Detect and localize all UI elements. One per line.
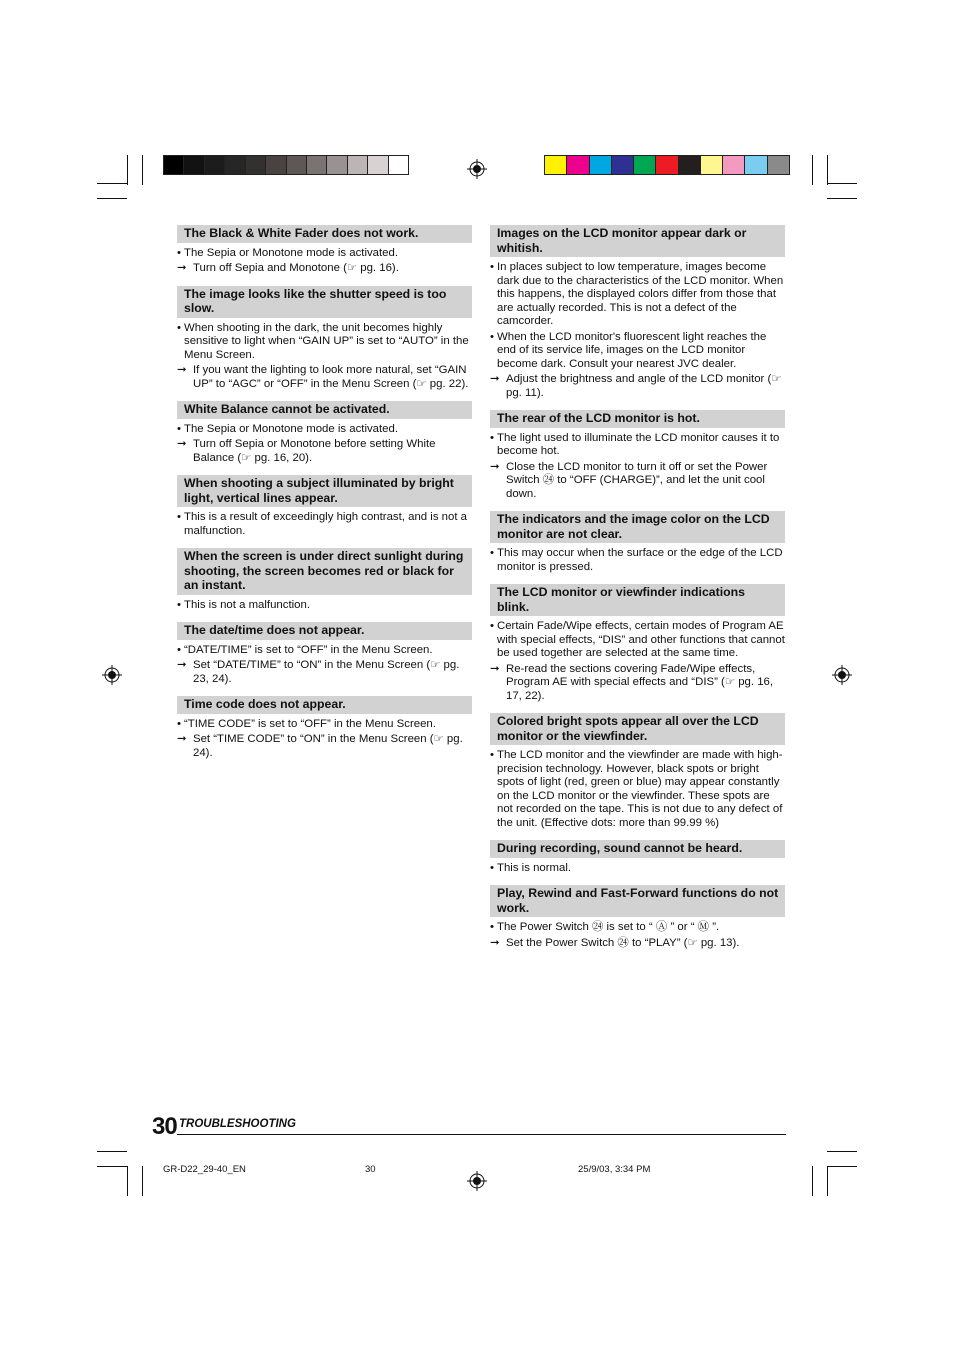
bullet-icon: • <box>490 861 494 874</box>
arrow-icon: ➞ <box>177 659 187 671</box>
section-title: TROUBLESHOOTING <box>179 1118 296 1130</box>
solution-line <box>490 663 785 704</box>
crop-mark <box>827 198 857 199</box>
cause-line <box>177 644 472 658</box>
calibration-swatch <box>164 156 184 174</box>
calibration-swatch <box>634 156 656 174</box>
bullet-icon: • <box>490 330 494 343</box>
bullet-icon: • <box>177 321 181 334</box>
problem-heading: When the screen is under direct sunlight during shooting, the screen becomes red or black for an instant. <box>177 548 472 595</box>
print-date: 25/9/03, 3:34 PM <box>578 1164 651 1175</box>
bullet-icon: • <box>177 246 181 259</box>
bullet-icon: • <box>490 261 494 273</box>
print-file-name: GR-D22_29-40_EN <box>163 1164 246 1175</box>
troubleshooting-item <box>490 584 785 703</box>
cause-line <box>490 432 785 459</box>
troubleshooting-item <box>490 225 785 400</box>
registration-mark-icon <box>467 159 487 179</box>
registration-mark-icon <box>832 665 852 685</box>
troubleshooting-item <box>490 885 785 950</box>
line-text: Set the Power Switch ㉔ to “PLAY” (☞ pg. 13). <box>506 936 740 949</box>
problem-heading: The Black & White Fader does not work. <box>177 225 472 243</box>
line-text: The LCD monitor and the viewfinder are made with high-precision technology. However, black spots or bright spots of light (red, green or blue) may appear constantly on the LCD monitor or the viewfinder. These spots are not recorded on the tape. This is not due to any defect of the unit. (Effective dots: more than 99.99 %) <box>497 749 783 829</box>
left-column <box>177 225 472 770</box>
crop-mark <box>97 1151 127 1152</box>
bullet-icon: • <box>490 547 494 559</box>
arrow-icon: ➞ <box>490 936 500 949</box>
calibration-swatch <box>612 156 634 174</box>
arrow-icon: ➞ <box>490 662 500 675</box>
cause-line <box>490 547 785 574</box>
line-text: When the LCD monitor's fluorescent light reaches the end of its service life, images on the LCD monitor become dark. Consult your nearest JVC dealer. <box>497 330 767 370</box>
crop-mark <box>142 155 143 185</box>
footer-rule <box>177 1134 786 1135</box>
solution-line <box>490 461 785 502</box>
line-text: This is a result of exceedingly high contrast, and is not a malfunction. <box>184 511 468 537</box>
line-text: “DATE/TIME” is set to “OFF” in the Menu Screen. <box>184 643 433 656</box>
cause-line <box>177 247 472 261</box>
crop-mark <box>812 1166 813 1196</box>
crop-mark <box>827 1166 857 1167</box>
line-text: Certain Fade/Wipe effects, certain modes of Program AE with special effects, “DIS” and other functions that cannot be used together are selected at the same time. <box>497 620 785 659</box>
bullet-icon: • <box>490 431 494 444</box>
arrow-icon: ➞ <box>177 364 187 376</box>
gray-calibration-strip <box>163 155 409 175</box>
line-text: When shooting in the dark, the unit becomes highly sensitive to light when “GAIN UP” is set to “AUTO” in the Menu Screen. <box>184 321 469 361</box>
calibration-swatch <box>307 156 327 174</box>
solution-line <box>177 364 472 391</box>
calibration-swatch <box>389 156 408 174</box>
problem-heading: Play, Rewind and Fast-Forward functions do not work. <box>490 885 785 917</box>
cause-line <box>490 261 785 329</box>
problem-heading: The image looks like the shutter speed is too slow. <box>177 286 472 318</box>
cause-line <box>177 423 472 437</box>
bullet-icon: • <box>490 620 494 632</box>
calibration-swatch <box>701 156 723 174</box>
bullet-icon: • <box>177 717 181 730</box>
calibration-swatch <box>287 156 307 174</box>
solution-line <box>177 262 472 276</box>
crop-mark <box>142 1166 143 1196</box>
line-text: “TIME CODE” is set to “OFF” in the Menu Screen. <box>184 717 436 730</box>
bullet-icon: • <box>490 921 494 933</box>
problem-heading: Images on the LCD monitor appear dark or whitish. <box>490 225 785 257</box>
line-text: Set “DATE/TIME” to “ON” in the Menu Screen (☞ pg. 23, 24). <box>193 659 460 685</box>
crop-mark <box>127 155 128 185</box>
page-number: 30 <box>152 1113 177 1140</box>
solution-line <box>177 659 472 686</box>
problem-heading: The indicators and the image color on the LCD monitor are not clear. <box>490 511 785 543</box>
line-text: Close the LCD monitor to turn it off or set the Power Switch ㉔ to “OFF (CHARGE)”, and let the unit cool down. <box>506 460 768 500</box>
arrow-icon: ➞ <box>490 373 500 385</box>
troubleshooting-item <box>177 225 472 276</box>
calibration-swatch <box>723 156 745 174</box>
solution-line <box>177 438 472 465</box>
calibration-swatch <box>225 156 245 174</box>
problem-heading: White Balance cannot be activated. <box>177 401 472 419</box>
registration-mark-icon <box>102 665 122 685</box>
calibration-swatch <box>567 156 589 174</box>
line-text: Set “TIME CODE” to “ON” in the Menu Screen (☞ pg. 24). <box>193 733 463 759</box>
cause-line <box>177 718 472 732</box>
troubleshooting-item <box>490 410 785 501</box>
calibration-swatch <box>205 156 225 174</box>
calibration-swatch <box>590 156 612 174</box>
troubleshooting-item <box>177 286 472 392</box>
troubleshooting-item <box>490 713 785 830</box>
bullet-icon: • <box>177 422 181 435</box>
troubleshooting-item <box>177 475 472 538</box>
calibration-swatch <box>368 156 388 174</box>
problem-heading: Time code does not appear. <box>177 696 472 714</box>
solution-line <box>177 733 472 760</box>
line-text: In places subject to low temperature, images become dark due to the characteristics of the LCD monitor. When this happens, the displayed colors differ from those that are actually recorded. This is not a defect of the camcorder. <box>497 261 784 327</box>
crop-mark <box>827 155 828 185</box>
problem-heading: When shooting a subject illuminated by bright light, vertical lines appear. <box>177 475 472 507</box>
line-text: Turn off Sepia and Monotone (☞ pg. 16). <box>193 262 399 274</box>
bullet-icon: • <box>177 598 181 611</box>
arrow-icon: ➞ <box>177 733 187 745</box>
troubleshooting-item <box>177 401 472 465</box>
right-column <box>490 225 785 960</box>
calibration-swatch <box>656 156 678 174</box>
problem-heading: Colored bright spots appear all over the LCD monitor or the viewfinder. <box>490 713 785 745</box>
troubleshooting-item <box>177 622 472 686</box>
crop-mark <box>97 198 127 199</box>
line-text: If you want the lighting to look more natural, set “GAIN UP” to “AGC” or “OFF” in the Menu Screen (☞ pg. 22). <box>193 364 469 390</box>
calibration-swatch <box>184 156 204 174</box>
crop-mark <box>97 183 127 184</box>
crop-mark <box>97 1166 127 1167</box>
solution-line <box>490 373 785 400</box>
cause-line <box>490 862 785 876</box>
bullet-icon: • <box>490 749 494 761</box>
line-text: This is normal. <box>497 861 572 874</box>
cause-line <box>490 331 785 372</box>
troubleshooting-item <box>177 696 472 760</box>
bullet-icon: • <box>177 643 181 656</box>
calibration-swatch <box>545 156 567 174</box>
crop-mark <box>127 1166 128 1196</box>
crop-mark <box>827 1166 828 1196</box>
crop-mark <box>812 155 813 185</box>
arrow-icon: ➞ <box>177 438 187 450</box>
solution-line <box>490 937 785 951</box>
troubleshooting-item <box>177 548 472 612</box>
arrow-icon: ➞ <box>177 262 187 274</box>
line-text: Re-read the sections covering Fade/Wipe effects, Program AE with special effects and “DIS” (☞ pg. 16, 17, 22). <box>506 662 774 702</box>
line-text: This is not a malfunction. <box>184 598 310 611</box>
calibration-swatch <box>745 156 767 174</box>
cause-line <box>177 322 472 363</box>
calibration-swatch <box>246 156 266 174</box>
line-text: The Power Switch ㉔ is set to “ Ⓐ ” or “ Ⓜ ”. <box>497 921 720 933</box>
calibration-swatch <box>768 156 789 174</box>
problem-heading: During recording, sound cannot be heard. <box>490 840 785 858</box>
crop-mark <box>827 183 857 184</box>
color-calibration-strip <box>544 155 790 175</box>
problem-heading: The date/time does not appear. <box>177 622 472 640</box>
troubleshooting-item <box>490 840 785 875</box>
problem-heading: The rear of the LCD monitor is hot. <box>490 410 785 428</box>
calibration-swatch <box>327 156 347 174</box>
crop-mark <box>827 1151 857 1152</box>
calibration-swatch <box>679 156 701 174</box>
registration-mark-icon <box>467 1171 487 1191</box>
line-text: The Sepia or Monotone mode is activated. <box>184 246 399 259</box>
arrow-icon: ➞ <box>490 460 500 473</box>
print-page-number: 30 <box>365 1164 376 1175</box>
cause-line <box>490 749 785 830</box>
calibration-swatch <box>348 156 368 174</box>
cause-line <box>177 511 472 538</box>
bullet-icon: • <box>177 511 181 523</box>
line-text: Turn off Sepia or Monotone before setting White Balance (☞ pg. 16, 20). <box>193 438 436 464</box>
line-text: The Sepia or Monotone mode is activated. <box>184 422 399 435</box>
problem-heading: The LCD monitor or viewfinder indications blink. <box>490 584 785 616</box>
line-text: This may occur when the surface or the edge of the LCD monitor is pressed. <box>497 547 783 573</box>
troubleshooting-item <box>490 511 785 574</box>
calibration-swatch <box>266 156 286 174</box>
cause-line <box>490 921 785 935</box>
line-text: Adjust the brightness and angle of the LCD monitor (☞ pg. 11). <box>506 373 782 399</box>
cause-line <box>177 599 472 613</box>
cause-line <box>490 620 785 661</box>
line-text: The light used to illuminate the LCD monitor causes it to become hot. <box>497 431 780 457</box>
